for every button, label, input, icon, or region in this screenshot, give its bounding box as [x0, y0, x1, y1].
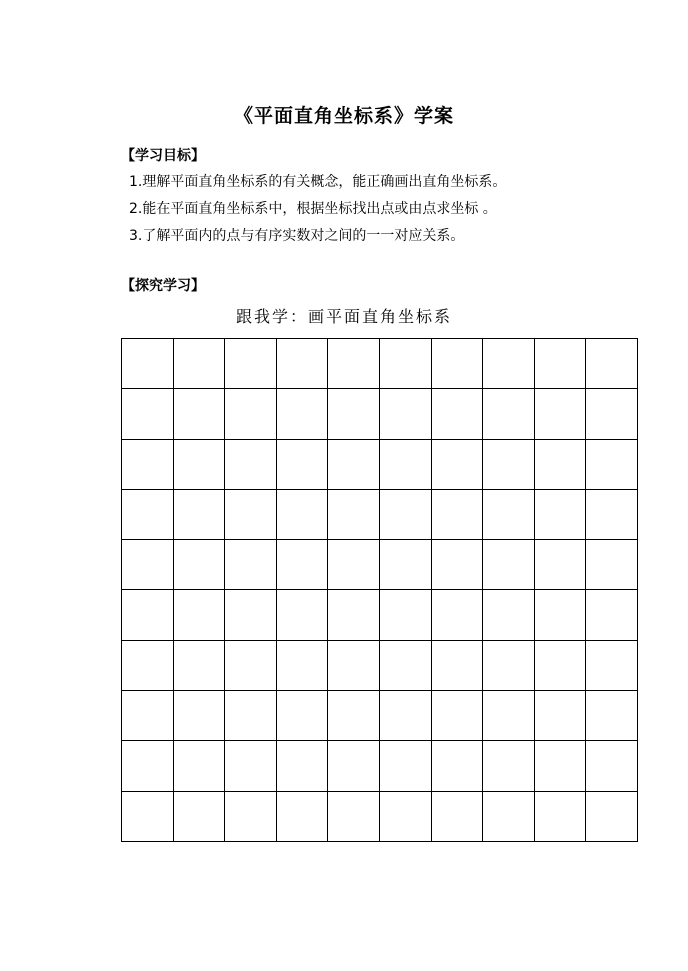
grid-cell [174, 741, 226, 791]
grid-cell [122, 440, 174, 490]
grid-cell [174, 792, 226, 842]
grid-cell [586, 741, 638, 791]
grid-cell [225, 641, 277, 691]
grid-cell [432, 641, 484, 691]
grid-cell [122, 792, 174, 842]
grid-cell [225, 490, 277, 540]
grid-cell [380, 540, 432, 590]
grid-cell [174, 641, 226, 691]
grid-cell [535, 389, 587, 439]
grid-cell [380, 641, 432, 691]
grid-cell [277, 540, 329, 590]
grid-cell [535, 590, 587, 640]
grid-cell [225, 792, 277, 842]
grid-cell [174, 691, 226, 741]
grid-cell [483, 590, 535, 640]
grid-cell [380, 440, 432, 490]
grid-cell [122, 540, 174, 590]
objective-item-1: 1.理解平面直角坐标系的有关概念，能正确画出直角坐标系。 [129, 174, 507, 190]
grid-cell [586, 590, 638, 640]
grid-cell [122, 590, 174, 640]
grid-cell [380, 741, 432, 791]
grid-cell [122, 490, 174, 540]
grid-cell [225, 389, 277, 439]
grid-cell [586, 440, 638, 490]
grid-cell [535, 792, 587, 842]
grid-cell [174, 440, 226, 490]
activity-title: 跟我学：画平面直角坐标系 [235, 307, 452, 326]
grid-cell [535, 641, 587, 691]
grid-cell [380, 792, 432, 842]
grid-cell [277, 741, 329, 791]
grid-cell [277, 440, 329, 490]
grid-cell [277, 792, 329, 842]
grid-cell [432, 540, 484, 590]
grid-cell [483, 792, 535, 842]
grid-cell [483, 741, 535, 791]
grid-cell [432, 389, 484, 439]
objective-item-3: 3.了解平面内的点与有序实数对之间的一一对应关系。 [129, 228, 465, 244]
objectives-heading: 【学习目标】 [121, 148, 205, 164]
grid-cell [277, 641, 329, 691]
grid-cell [225, 440, 277, 490]
grid-cell [586, 540, 638, 590]
grid-cell [328, 691, 380, 741]
grid-cell [328, 590, 380, 640]
grid-cell [174, 339, 226, 389]
grid-cell [483, 440, 535, 490]
grid-cell [380, 389, 432, 439]
grid-cell [586, 339, 638, 389]
grid-cell [328, 339, 380, 389]
objective-item-2: 2.能在平面直角坐标系中，根据坐标找出点或由点求坐标 。 [129, 201, 497, 217]
grid-cell [122, 691, 174, 741]
grid-cell [277, 590, 329, 640]
grid-cell [586, 691, 638, 741]
grid-cell [122, 389, 174, 439]
grid-cell [122, 641, 174, 691]
grid-cell [432, 691, 484, 741]
grid-cell [225, 691, 277, 741]
grid-cell [432, 440, 484, 490]
grid-cell [225, 339, 277, 389]
grid-cell [380, 691, 432, 741]
grid-cell [328, 741, 380, 791]
grid-cell [174, 540, 226, 590]
grid-cell [380, 339, 432, 389]
grid-cell [225, 741, 277, 791]
grid-cell [432, 590, 484, 640]
grid-cell [483, 490, 535, 540]
grid-cell [174, 490, 226, 540]
grid-cell [432, 792, 484, 842]
explore-heading: 【探究学习】 [121, 278, 205, 294]
grid-cell [225, 540, 277, 590]
page-title: 《平面直角坐标系》学案 [233, 105, 454, 127]
grid-cell [483, 389, 535, 439]
grid-cell [225, 590, 277, 640]
grid-cell [328, 389, 380, 439]
grid-cell [432, 339, 484, 389]
grid-cell [483, 540, 535, 590]
grid-cell [277, 389, 329, 439]
grid-cell [380, 490, 432, 540]
grid-cell [535, 490, 587, 540]
grid-cell [586, 490, 638, 540]
grid-cell [535, 339, 587, 389]
grid-cell [328, 440, 380, 490]
grid-cell [535, 691, 587, 741]
grid-cell [483, 339, 535, 389]
grid-cell [277, 490, 329, 540]
grid-cell [277, 339, 329, 389]
grid-cell [174, 590, 226, 640]
grid-cell [328, 540, 380, 590]
grid-cell [483, 641, 535, 691]
grid-cell [122, 741, 174, 791]
grid-cell [174, 389, 226, 439]
grid-cell [535, 741, 587, 791]
grid-cell [277, 691, 329, 741]
grid-cell [122, 339, 174, 389]
grid-cell [483, 691, 535, 741]
grid-cell [586, 792, 638, 842]
grid-cell [535, 440, 587, 490]
grid-cell [328, 792, 380, 842]
grid-cell [328, 490, 380, 540]
grid-cell [586, 389, 638, 439]
grid-cell [432, 741, 484, 791]
coordinate-grid [121, 338, 638, 842]
grid-cell [380, 590, 432, 640]
grid-cell [432, 490, 484, 540]
grid-cell [535, 540, 587, 590]
grid-cell [328, 641, 380, 691]
grid-cell [586, 641, 638, 691]
